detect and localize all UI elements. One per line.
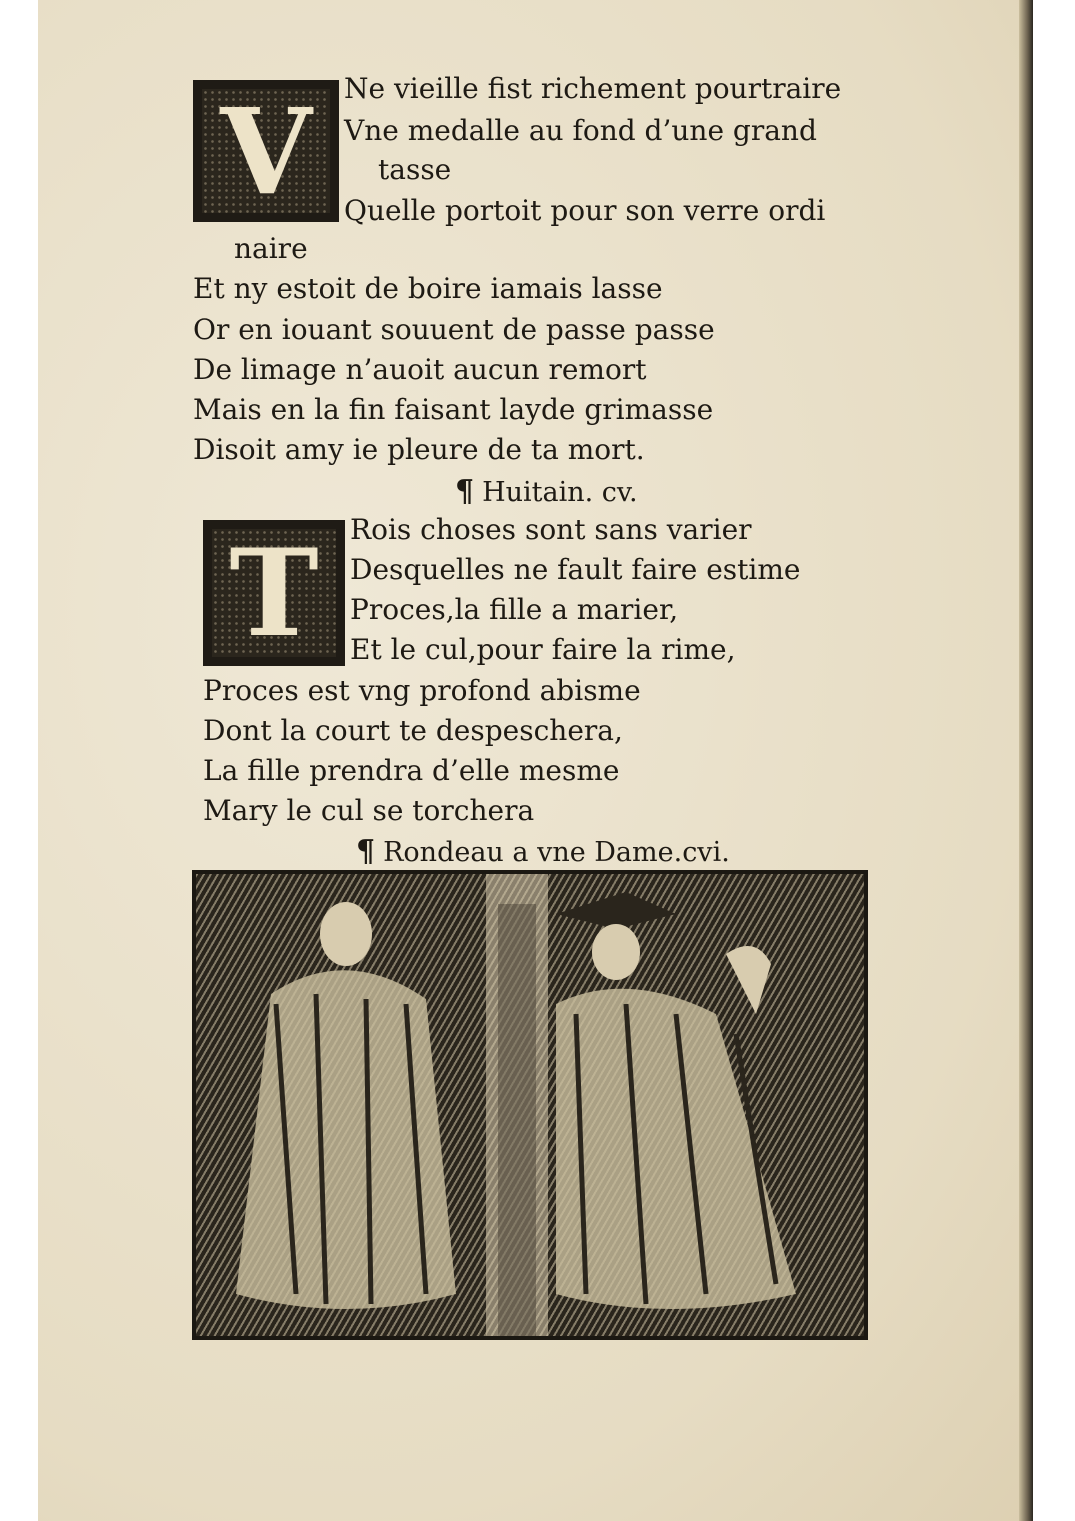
initial-letter: T [229, 523, 319, 664]
poem-2-line: Proces est vng profond abisme [203, 674, 641, 707]
pilcrow-mark: ¶ [455, 474, 475, 509]
poem-1-line: Quelle portoit pour son verre ordi [344, 194, 826, 227]
section-heading-huitain [455, 474, 638, 509]
section-heading-rondeau [356, 834, 730, 869]
poem-1-line: Vne medalle au fond d’une grand [344, 114, 817, 147]
pilcrow-mark: ¶ [356, 834, 376, 869]
poem-2-line: La fille prendra d’elle mesme [203, 754, 620, 787]
heading-text: Huitain. cv. [482, 477, 638, 508]
man-hat [556, 892, 676, 929]
book-spine [1019, 0, 1033, 1521]
poem-1-line: Et ny estoit de boire iamais lasse [193, 272, 663, 305]
poem-2-line: Rois choses sont sans varier [350, 513, 752, 546]
poem-1-line: naire [234, 232, 308, 265]
poem-1-line: Or en iouant souuent de passe passe [193, 313, 715, 346]
poem-1-line: Disoit amy ie pleure de ta mort. [193, 433, 645, 466]
poem-2-line: Desquelles ne fault faire estime [350, 553, 801, 586]
initial-letter: V [220, 82, 312, 221]
poem-2-line: Et le cul,pour faire la rime, [350, 633, 736, 666]
woodcut-pillar-shadow [498, 904, 536, 1336]
poem-1-line: De limage n’auoit aucun remort [193, 353, 647, 386]
bleed-through-shadow [808, 80, 978, 960]
poem-1-line: tasse [378, 153, 452, 186]
heading-text: Rondeau a vne Dame.cvi. [383, 837, 730, 868]
poem-2-line: Dont la court te despeschera, [203, 714, 623, 747]
decorated-initial-v [193, 80, 339, 222]
woodcut-figures [196, 874, 864, 1336]
woman-head [320, 902, 372, 966]
poem-2-line: Mary le cul se torchera [203, 794, 535, 827]
poem-2-line: Proces,la fille a marier, [350, 593, 679, 626]
poem-1-line: Ne vieille fist richement pourtraire [344, 72, 842, 105]
man-head [592, 924, 640, 980]
poem-1-line: Mais en la fin faisant layde grimasse [193, 393, 714, 426]
decorated-initial-t [203, 520, 345, 666]
woodcut-illustration [192, 870, 868, 1340]
man-raised-hand [726, 946, 771, 1014]
